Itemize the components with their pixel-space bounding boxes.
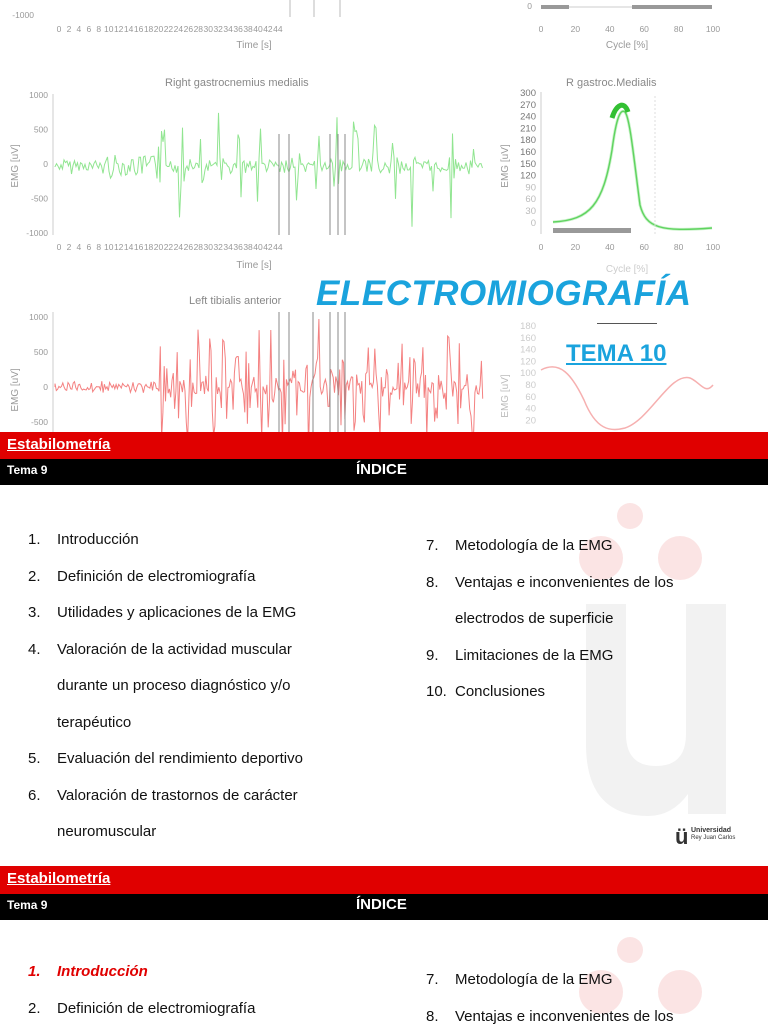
x-tick-label: 20 — [570, 242, 581, 252]
topic-label: Tema 9 — [7, 463, 48, 477]
toc-item-number: 7. — [426, 971, 439, 988]
chart-title-r-gastroc: R gastroc.Medialis — [566, 77, 657, 89]
x-tick-label: 10 — [104, 24, 114, 34]
toc-item-number: 10. — [426, 683, 447, 700]
x-tick-label: 0 — [56, 24, 62, 34]
toc-item-text — [455, 999, 674, 1024]
toc-item-number: 2. — [28, 999, 41, 1017]
x-axis-label: Time [s] — [236, 40, 272, 51]
x-tick-label: 100 — [705, 242, 721, 252]
x-tick-label: 2 — [66, 24, 72, 34]
toc-item — [426, 638, 756, 675]
toc-item — [426, 565, 756, 638]
x-tick-label: 4 — [76, 242, 82, 252]
x-tick-label: 24 — [173, 24, 184, 34]
x-tick-label: 18 — [143, 242, 154, 252]
toc-item-line: terapéutico — [57, 713, 132, 731]
x-tick-label: 12 — [113, 24, 124, 34]
x-tick-label: 22 — [163, 242, 174, 252]
toc-item — [28, 991, 358, 1024]
envelope-band — [553, 111, 712, 229]
x-tick-label: 8 — [96, 242, 102, 252]
y-tick-label: 0 — [530, 217, 536, 229]
x-tick-label: 30 — [203, 24, 213, 34]
x-tick-label: 34 — [223, 242, 233, 252]
logo-line2: Rey Juan Carlos — [691, 835, 736, 841]
toc-item — [28, 632, 358, 742]
phase-bar — [541, 5, 569, 9]
toc-item-line: Introducción — [57, 531, 139, 548]
x-tick-label: 24 — [173, 242, 184, 252]
y-tick-label: 0 — [43, 382, 48, 392]
y-tick-label: -1000 — [12, 10, 34, 20]
y-tick-label: 20 — [525, 415, 536, 427]
x-tick-label: 14 — [123, 242, 134, 252]
emg-signal-red — [55, 319, 483, 432]
y-tick-label: 40 — [525, 403, 536, 415]
x-tick-label: 80 — [673, 24, 684, 34]
index-heading: ÍNDICE — [356, 461, 407, 478]
logo-line1: Universidad — [691, 827, 732, 834]
toc-item — [426, 674, 756, 711]
x-tick-label: 40 — [253, 24, 263, 34]
logo-u-icon: ü — [675, 824, 689, 849]
x-tick-label: 44 — [273, 24, 283, 34]
y-axis-label: EMG [uV] — [10, 144, 21, 188]
course-label: Estabilometría — [7, 436, 111, 453]
y-tick-label: 60 — [525, 194, 536, 206]
x-axis-label: Time [s] — [236, 260, 272, 271]
y-tick-label: 160 — [520, 332, 536, 344]
emg-signal-green — [55, 113, 483, 227]
x-tick-label: 60 — [639, 242, 649, 252]
toc-item — [28, 595, 358, 632]
x-tick-label: 20 — [570, 24, 581, 34]
toc-item-text — [455, 638, 613, 675]
toc-item-text — [455, 528, 613, 565]
toc-item-number: 6. — [28, 786, 41, 804]
y-tick-label: -500 — [30, 193, 48, 204]
index-slide — [0, 432, 768, 866]
toc-item-number: 1. — [28, 531, 41, 548]
title-slide — [0, 0, 768, 432]
toc-item-line: neuromuscular — [57, 823, 157, 840]
x-tick-label: 10 — [104, 242, 114, 252]
index-heading: ÍNDICE — [356, 896, 407, 913]
x-tick-label: 80 — [673, 242, 684, 252]
x-tick-label: 30 — [203, 242, 213, 252]
x-tick-label: 18 — [143, 24, 154, 34]
y-tick-label: 60 — [525, 391, 536, 403]
toc-item-text — [57, 991, 255, 1024]
toc-item-number: 1. — [28, 963, 41, 980]
x-tick-label: 100 — [705, 24, 721, 34]
toc-item-line: durante un proceso diagnóstico y/o — [57, 677, 291, 694]
x-tick-label: 36 — [233, 242, 243, 252]
toc-right-column — [426, 528, 756, 711]
toc-item-line: Definición de electromiografía — [57, 999, 256, 1017]
x-tick-label: 20 — [153, 24, 164, 34]
toc-item-line: Utilidades y aplicaciones de la EMG — [57, 604, 297, 621]
toc-item-line: Valoración de trastornos de carácter — [57, 786, 298, 804]
envelope-line — [553, 111, 712, 229]
x-tick-label: 28 — [193, 24, 204, 34]
toc-item — [426, 528, 756, 565]
chart-title-right-gastrocnemius: Right gastrocnemius medialis — [165, 77, 309, 89]
topic-bar — [0, 894, 768, 920]
y-tick-label: 150 — [520, 158, 536, 170]
x-axis-label: Cycle [%] — [605, 264, 649, 275]
y-tick-label: 30 — [525, 206, 536, 217]
course-bar — [0, 432, 768, 459]
toc-left-column — [28, 954, 358, 1024]
x-tick-label: 44 — [273, 242, 283, 252]
y-axis-label: EMG [uV] — [500, 374, 511, 418]
x-tick-label: 32 — [213, 24, 223, 34]
x-tick-label: 12 — [113, 242, 124, 252]
toc-item-text — [57, 778, 298, 851]
toc-item-line: Evaluación del rendimiento deportivo — [57, 750, 303, 767]
course-label: Estabilometría — [7, 870, 111, 887]
x-tick-label: 16 — [133, 242, 144, 252]
toc-item-line: Limitaciones de la EMG — [455, 646, 614, 664]
x-tick-label: 6 — [86, 24, 92, 34]
toc-item-text — [455, 565, 674, 638]
x-tick-label: 42 — [263, 242, 273, 252]
y-tick-label: -1000 — [26, 228, 48, 238]
toc-item-line: Ventajas e inconvenientes de los — [455, 1007, 674, 1024]
y-tick-label: 100 — [520, 368, 536, 380]
y-tick-label: 500 — [33, 124, 48, 135]
x-tick-label: 26 — [183, 242, 194, 252]
y-tick-label: 270 — [520, 99, 536, 111]
x-tick-label: 34 — [223, 24, 233, 34]
toc-item-number: 8. — [426, 1007, 439, 1024]
phase-bar — [632, 5, 712, 9]
toc-item-text — [455, 674, 545, 711]
toc-item — [426, 999, 756, 1024]
university-logo — [675, 820, 747, 854]
y-axis-label: EMG [uV] — [500, 144, 511, 188]
slide-subtitle: TEMA 10 — [566, 340, 667, 367]
y-tick-label: 500 — [33, 347, 48, 357]
toc-item — [28, 741, 358, 778]
x-tick-label: 26 — [183, 24, 194, 34]
x-tick-label: 32 — [213, 242, 223, 252]
toc-left-column — [28, 522, 358, 851]
envelope-line — [541, 367, 713, 430]
y-tick-label: 120 — [520, 356, 536, 368]
toc-item-line: Metodología de la EMG — [455, 537, 613, 554]
x-tick-label: 42 — [263, 24, 273, 34]
y-tick-label: 120 — [520, 170, 536, 182]
toc-item-number: 9. — [426, 646, 439, 664]
y-tick-label: 90 — [525, 182, 536, 194]
toc-item-line: Conclusiones — [455, 683, 546, 700]
toc-item-text — [57, 632, 292, 742]
toc-item-text — [57, 741, 303, 778]
y-tick-label: 140 — [520, 344, 536, 356]
y-tick-label: 0 — [527, 1, 532, 11]
toc-item-text — [455, 962, 613, 999]
index-slide-active — [0, 866, 768, 1024]
x-tick-label: 38 — [243, 24, 253, 34]
toc-item-line: Introducción — [57, 963, 148, 980]
title-divider — [597, 323, 657, 324]
toc-item — [28, 522, 358, 559]
y-tick-label: 80 — [525, 380, 536, 391]
topic-bar — [0, 459, 768, 485]
x-tick-label: 36 — [233, 24, 243, 34]
x-tick-label: 8 — [96, 24, 102, 34]
y-tick-label: 160 — [520, 147, 536, 158]
toc-item-number: 8. — [426, 573, 439, 591]
y-tick-label: -500 — [30, 417, 48, 427]
x-tick-label: 20 — [153, 242, 164, 252]
y-tick-label: 1000 — [29, 312, 48, 322]
x-tick-label: 4 — [76, 24, 82, 34]
x-tick-label: 14 — [123, 24, 134, 34]
x-axis-label: Cycle [%] — [605, 40, 649, 51]
phase-bar — [553, 228, 631, 233]
y-tick-label: 180 — [520, 135, 536, 147]
topic-label: Tema 9 — [7, 898, 48, 912]
toc-item-line: electrodos de superficie — [455, 610, 614, 627]
x-tick-label: 40 — [605, 242, 615, 252]
toc-item-text — [57, 595, 296, 632]
x-tick-label: 2 — [66, 242, 72, 252]
toc-item-line: Definición de electromiografía — [57, 567, 256, 585]
toc-item-number: 3. — [28, 604, 41, 621]
y-tick-label: 240 — [520, 111, 536, 123]
y-tick-label: 180 — [520, 321, 536, 332]
y-tick-label: 210 — [520, 123, 536, 135]
x-tick-label: 28 — [193, 242, 204, 252]
x-tick-label: 0 — [538, 24, 544, 34]
x-tick-label: 60 — [639, 24, 649, 34]
toc-item-line: Ventajas e inconvenientes de los — [455, 573, 674, 591]
y-tick-label: 300 — [520, 88, 536, 99]
slide-title: ELECTROMIOGRAFÍA — [316, 274, 692, 313]
x-tick-label: 40 — [253, 242, 263, 252]
toc-item-text — [57, 954, 148, 991]
x-tick-label: 40 — [605, 24, 615, 34]
y-axis-label: EMG [uV] — [10, 368, 21, 412]
toc-item-text — [57, 522, 139, 559]
toc-item-text — [57, 559, 255, 596]
course-bar — [0, 866, 768, 894]
toc-item-line: Metodología de la EMG — [455, 971, 613, 988]
x-tick-label: 6 — [86, 242, 92, 252]
toc-item-number: 2. — [28, 567, 41, 585]
toc-item — [426, 962, 756, 999]
toc-item-number: 7. — [426, 537, 439, 554]
toc-item-number: 5. — [28, 750, 41, 767]
toc-item — [28, 559, 358, 596]
toc-item-number: 4. — [28, 640, 41, 658]
x-tick-label: 0 — [56, 242, 62, 252]
toc-right-column — [426, 962, 756, 1024]
x-tick-label: 16 — [133, 24, 144, 34]
toc-item-line: Valoración de la actividad muscular — [57, 640, 292, 658]
chart-title-left-tibialis: Left tibialis anterior — [189, 295, 282, 307]
x-tick-label: 0 — [538, 242, 544, 252]
y-tick-label: 1000 — [29, 90, 48, 100]
x-tick-label: 38 — [243, 242, 253, 252]
x-tick-label: 22 — [163, 24, 174, 34]
toc-item — [28, 778, 358, 851]
toc-item — [28, 954, 358, 991]
y-tick-label: 0 — [43, 159, 48, 169]
